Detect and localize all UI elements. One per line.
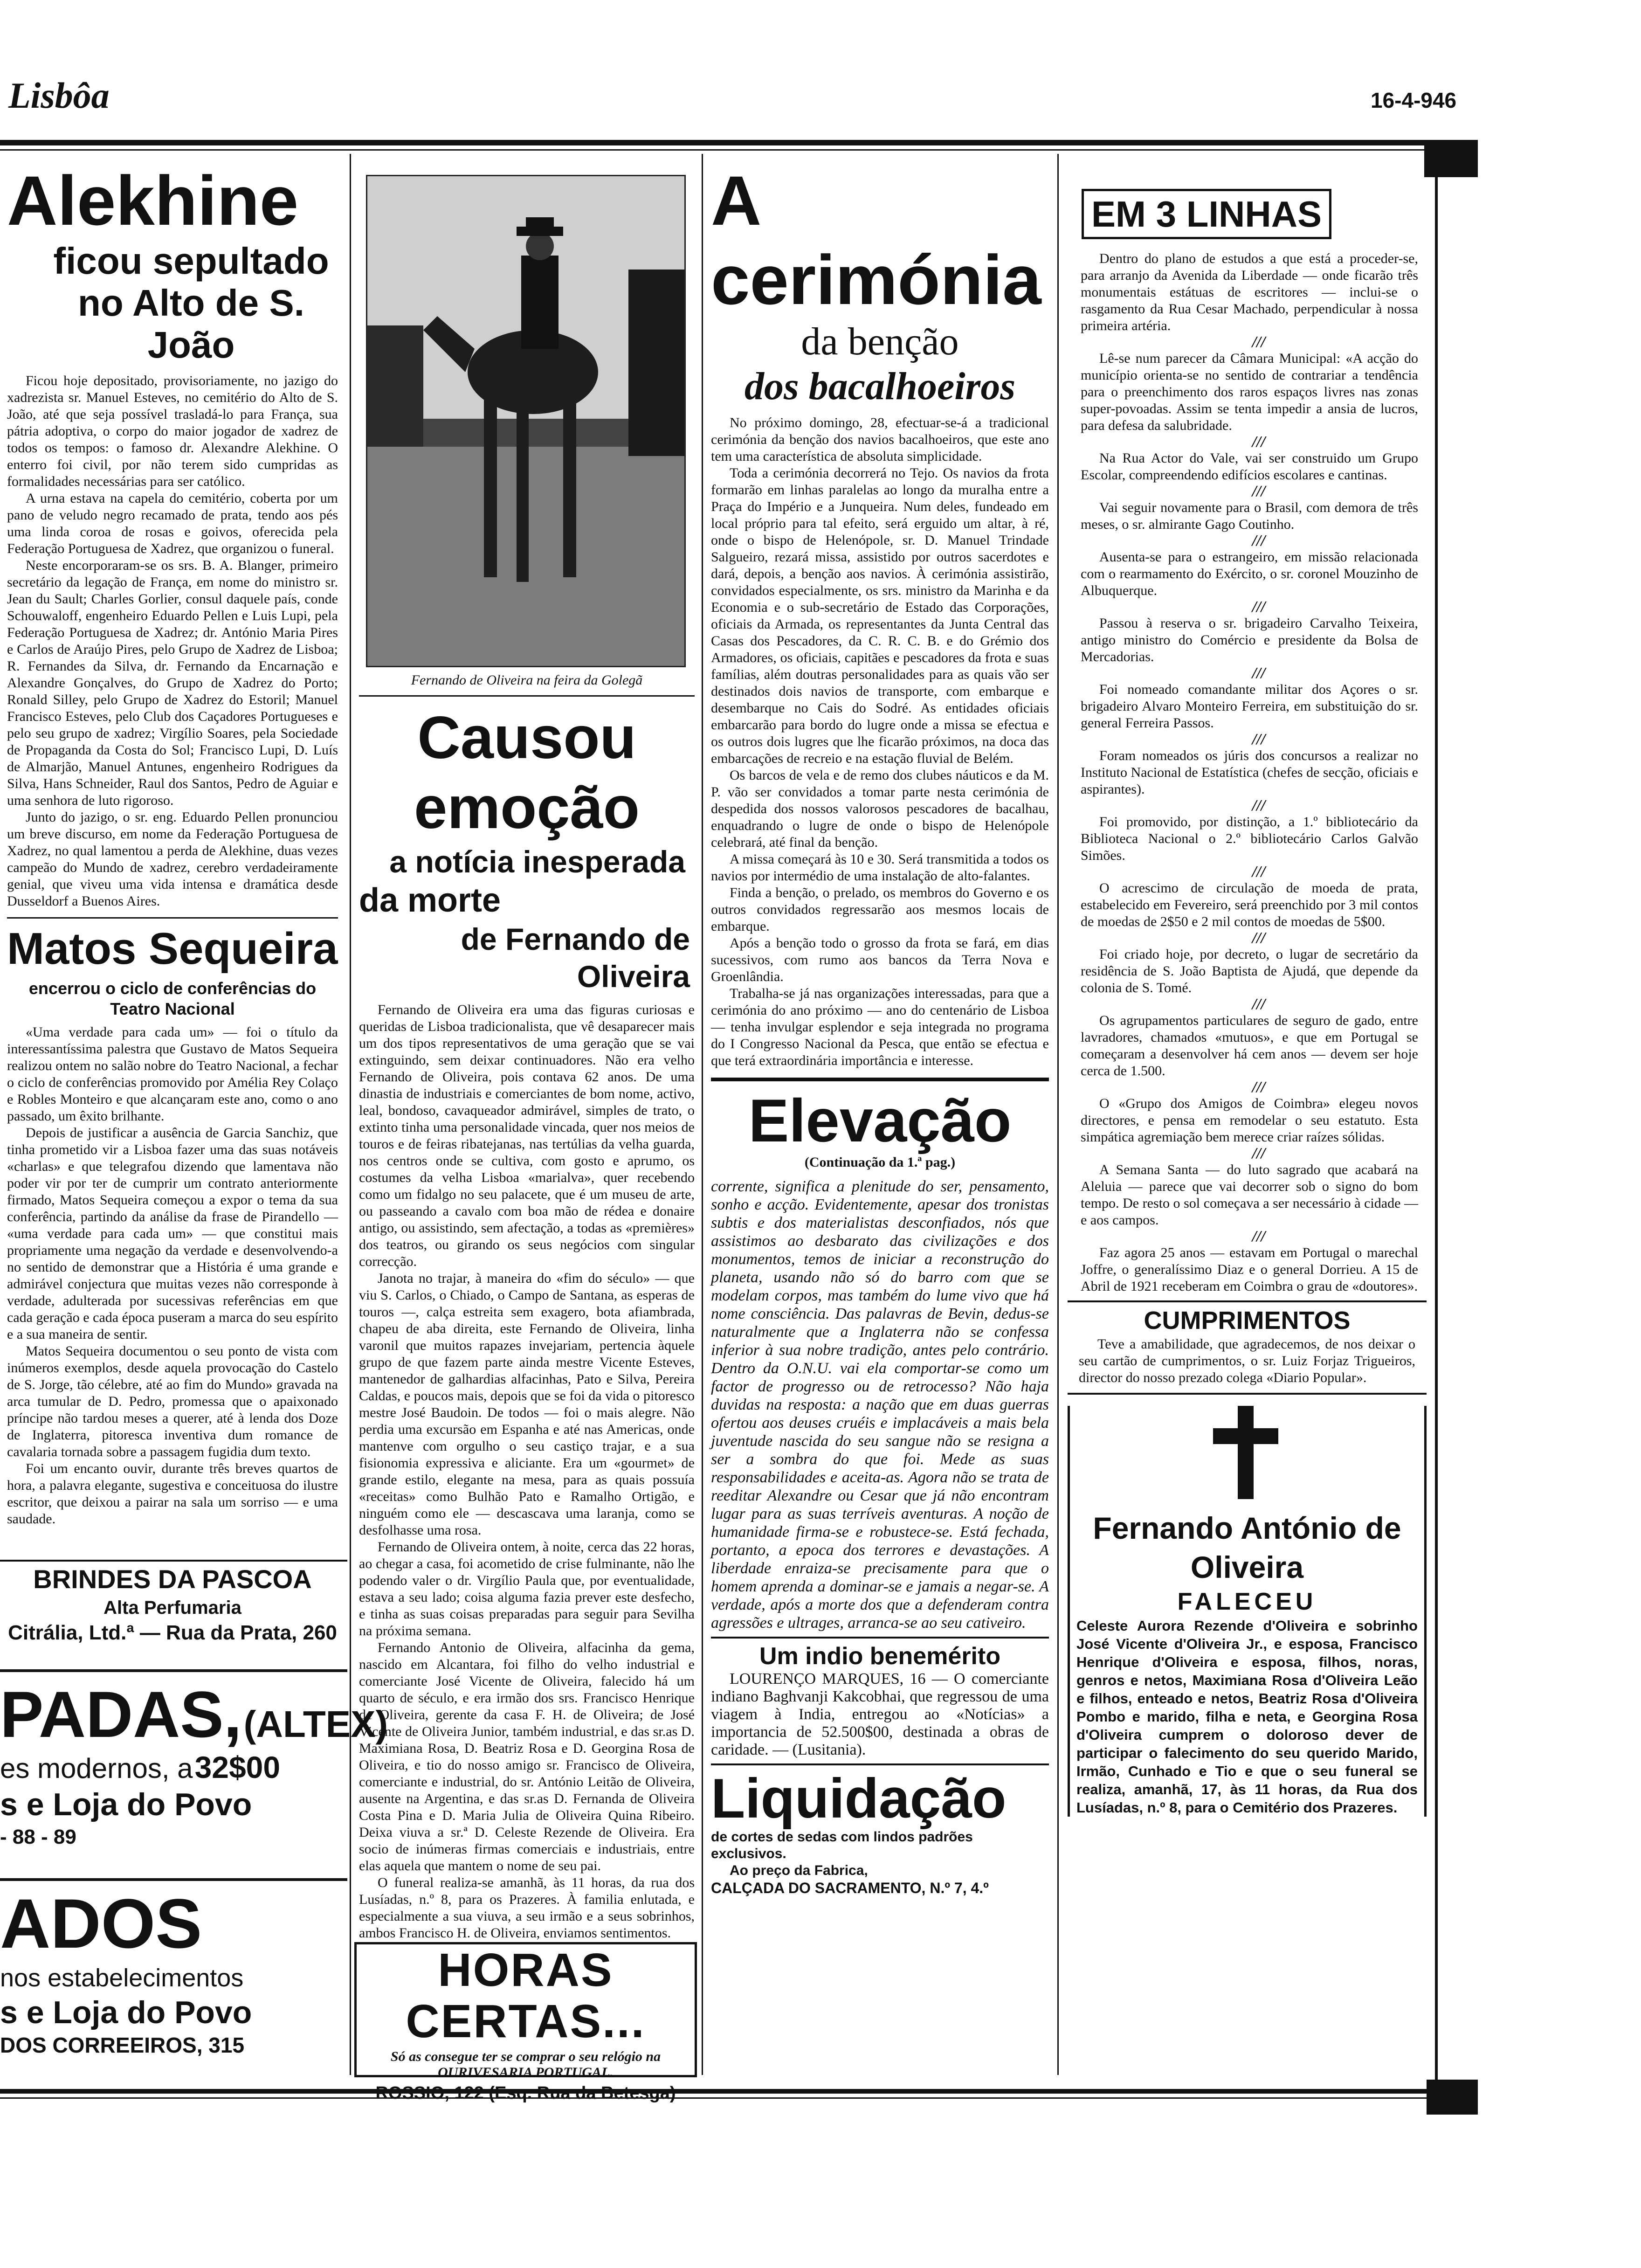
news-item: Passou à reserva o sr. brigadeiro Carvalho Teixeira, antigo ministro do Comércio e presidente da Bolsa de Mercadorias. — [1081, 615, 1418, 664]
em3linhas-title: EM 3 LINHAS — [1091, 194, 1322, 235]
obituary-faleceu: FALECEU — [1177, 1588, 1317, 1615]
news-item: Dentro do plano de estudos a que está a proceder-se, para arranjo da Avenida da Liberdade — onde ficarão três monumentais estátuas de escritores — inclui-se o rasgamento da Rua Cesar Machado, perpendicular à nossa primeira artéria. — [1081, 251, 1418, 333]
ad-horas-text: Só as consegue ter se comprar o seu relógio na OURIVESARIA PORTUGAL. — [390, 2049, 661, 2080]
emocao-sub2: da morte — [359, 882, 501, 919]
ad-brindes — [0, 1563, 345, 1675]
news-item: Foram nomeados os júris dos concursos a realizar no Instituto Nacional de Estatística (chefes de secção, oficiais e aspirantes). — [1081, 748, 1418, 797]
paragraph: Fernando de Oliveira era uma das figuras curiosas e queridas de Lisboa tradicionalista, que vê desaparecer mais um dos tipos representativos de uma geração que se vai extinguindo, sem deixar continuadores. Não era velho Fernando de Oliveira, pois contava 62 anos. De uma dinastia de industriais e comerciantes de bom nome, activo, leal, bondoso, cavaqueador admirável, simples de trato, o extinto tinha uma personalidade vincada, quer nos meios de touros e de feiras ribatejanas, nas tertúlias da velha guarda, nos centros onde se cultiva, com gosto e aprumo, os costumes da velha Lisboa «marialva», quer recebendo como um fidalgo no seu palacete, que é um museu de arte, ou passeando a cavalo com boa mão de rédea e donaire antigo, ou assistindo, sem afectação, a todas as «premières» dos teatros, ou girando os seus negócios com singular correcção. — [359, 1002, 695, 1269]
corner-block-top — [1424, 140, 1478, 177]
header-rule — [0, 140, 1424, 145]
news-item: Os agrupamentos particulares de seguro de gado, entre lavradores, chamados «mutuos», e que em Portugal se começaram a desenvolver há cem anos — devem ser hoje cerca de 1.500. — [1081, 1013, 1418, 1079]
indio-body — [711, 1670, 1049, 1759]
item-separator: /// — [1252, 1079, 1266, 1096]
column-3 — [711, 161, 1049, 2077]
divider — [359, 695, 695, 697]
alekhine-subtitle-1: ficou sepultado — [53, 240, 329, 282]
divider — [711, 1078, 1049, 1081]
paragraph: Finda a benção, o prelado, os membros do Governo e os outros convidados regressarão aos mesmos locais de embarque. — [711, 885, 1049, 934]
ad-ados — [0, 1884, 347, 2075]
ad-padas-line2: es modernos, a — [0, 1753, 193, 1784]
paragraph: Trabalha-se já nas organizações interessadas, para que a cerimónia do ano próximo — ano do centenário de Lisboa — tenha invulgar esplendor e seja integrada no programa do I Congresso Nacional da Pesca, que então se efectua e que terá extraordinária importância e interesse. — [711, 986, 1049, 1068]
divider — [1068, 1393, 1427, 1395]
alekhine-title: Alekhine — [7, 161, 299, 240]
ad-ados-line4: DOS CORREEIROS, 315 — [0, 2033, 245, 2057]
ad-ados-line2: nos estabelecimentos — [0, 1964, 244, 1992]
liquidacao-line3: Ao preço da Fabrica, — [730, 1863, 868, 1878]
right-border — [1435, 154, 1438, 2080]
liquidacao-line4: CALÇADA DO SACRAMENTO, N.º 7, 4.º — [711, 1880, 989, 1896]
paragraph: Depois de justificar a ausência de Garcia Sanchiz, que tinha prometido vir a Lisboa fazer uma das suas notáveis «charlas» e que telegrafou dizendo que lamentava não poder vir por ter de cumprir um contrato anteriormente firmado, Matos Sequeira começou a expor o tema da sua conferência, partindo da análise da frase de Pirandello — «uma verdade para cada um» — que constitui mais propriamente uma negação da verdade e desenvolvendo-a no sentido de demonstrar que a História é uma grande e admirável conjectura que muitas vezes não corresponde à verdade, adulterada por sucessivas referências em que cada geração e cada época puseram a marca do seu espírito e a sua maneira de sentir. — [7, 1125, 338, 1342]
column-rule-3 — [1057, 154, 1059, 2075]
cerimonia-headline: A cerimónia — [711, 161, 1041, 319]
em3linhas-items — [1081, 250, 1418, 1295]
ad-padas-headline — [0, 1678, 388, 1751]
indio-title: Um indio benemérito — [759, 1643, 1001, 1670]
news-item: Vai seguir novamente para o Brasil, com demora de três meses, o sr. almirante Gago Coutinho. — [1081, 500, 1418, 532]
paragraph: «Uma verdade para cada um» — foi o título da interessantíssima palestra que Gustavo de Matos Sequeira realizou ontem no salão nobre do Teatro Nacional, a fechar o ciclo de conferências promovido por Amélia Rey Colaço e Robles Monteiro e que alcançaram este ano, como o ano passado, um êxito brilhante. — [7, 1024, 338, 1124]
news-item: Foi promovido, por distinção, a 1.º bibliotecário da Biblioteca Nacional o 2.º bibliotecário Carlos Galvão Simões. — [1081, 814, 1418, 863]
column-rule-2 — [702, 154, 703, 2075]
ad-horas-title: HORAS CERTAS... — [406, 1944, 646, 2047]
paragraph: Junto do jazigo, o sr. eng. Eduardo Pellen pronunciou um breve discurso, em nome da Federação Portuguesa de Xadrez, no qual lamentou a perda de Alekhine, duas vezes campeão do Mundo de xadrez, cerebro verdadeiramente genial, que viveu uma vida intensa e dramática desde Dusseldorf a Buenos Aires. — [7, 809, 338, 909]
ad-padas-price: 32$00 — [194, 1750, 281, 1784]
news-item: Foi nomeado comandante militar dos Açores o sr. brigadeiro Alvaro Monteiro Ferreira, em substituição do sr. general Ferreira Passos. — [1081, 682, 1418, 731]
news-item: Faz agora 25 anos — estavam em Portugal o marechal Joffre, o generalíssimo Diaz e o general Dorrieu. A 15 de Abril de 1921 receberam em Coimbra o grau de «doutores». — [1081, 1245, 1418, 1294]
item-separator: /// — [1252, 333, 1266, 351]
em3linhas-box — [1082, 189, 1331, 239]
ad-rule — [0, 1878, 347, 1881]
divider — [711, 1763, 1049, 1765]
news-item: A Semana Santa — do luto sagrado que acabará na Aleluia — parece que vai decorrer sob o signo do bom tempo. De resto o sol começava a ser necessário à cidade — e aos campos. — [1081, 1162, 1418, 1228]
item-separator: /// — [1252, 532, 1266, 549]
paragraph: Fernando Antonio de Oliveira, alfacinha da gema, nascido em Alcantara, foi filho do velho industrial e comerciante José Vicente de Oliveira, falecido há um quarto de século, e era irmão dos srs. Francisco Henrique de Oliveira, gerente da casa F. H. de Oliveira; de José Vicente de Oliveira Junior, também industrial, e das sr.as D. Maximiana Rosa, D. Beatriz Rosa e D. Georgina Rosa de Oliveira, e tio do nosso amigo sr. Francisco de Oliveira, comerciante e industrial, do sr. António Leitão de Oliveira, ausente na Argentina, e das sr.as D. Fernanda de Oliveira Costa Pina e D. Maria Julia de Oliveira Quina Ribeiro. Deixa viuva a sr.ª D. Celeste Rezende de Oliveira. Era socio de inúmeras firmas comerciais e industriais, entre elas aquela que mantem o nome de seu pai. — [359, 1640, 695, 1874]
news-item: Foi criado hoje, por decreto, o lugar de secretário da residência de S. João Baptista de Ajudá, que depende da colonia de S. Tomé. — [1081, 947, 1418, 996]
liquidacao-title: Liquidação — [711, 1767, 1007, 1830]
ad-rule — [0, 1669, 347, 1672]
liquidacao-line2: de cortes de sedas com lindos padrões exclusivos. — [711, 1829, 973, 1861]
footer-rule-thin — [0, 2097, 1427, 2099]
paragraph: Fernando de Oliveira ontem, à noite, cerca das 22 horas, ao chegar a casa, foi acometido de crise fulminante, não lhe podendo valer o dr. Virgílio Paula que, por eventualidade, estava a seu lado; coisa alguma fazia prever este desfecho, e tinha as suas coisas preparadas para seguir para Sevilha na próxima semana. — [359, 1539, 695, 1639]
header-date: 16-4-946 — [1371, 88, 1457, 112]
ad-brindes-title: BRINDES DA PASCOA — [33, 1564, 312, 1594]
corner-block-bottom — [1427, 2080, 1478, 2115]
ad-brindes-line2: Alta Perfumaria — [103, 1597, 241, 1618]
alekhine-subtitle-2: no Alto de S. João — [78, 282, 304, 366]
item-separator: /// — [1252, 433, 1266, 450]
photo-caption: Fernando de Oliveira na feira da Golegã — [411, 672, 643, 688]
paragraph: Os barcos de vela e de remo dos clubes náuticos e da M. P. vão ser convidados a tomar parte nesta cerimónia de despedida dos nossos valorosos pescadores de bacalhau, enquadrando o lugre de onde o bispo de Helenópole celebrará, até final da benção. — [711, 768, 1049, 850]
column-rule-1 — [350, 154, 351, 2075]
alekhine-body — [7, 373, 338, 910]
elevacao-body — [711, 1177, 1049, 1632]
item-separator: /// — [1252, 664, 1266, 682]
obituary — [1068, 1406, 1427, 1817]
item-separator: /// — [1252, 1228, 1266, 1245]
matos-body — [7, 1024, 338, 1528]
cross-icon — [1076, 1406, 1418, 1499]
matos-subtitle: encerrou o ciclo de conferências do Teatro Nacional — [28, 979, 317, 1018]
paragraph: O funeral realiza-se amanhã, às 11 horas, da rua dos Lusíadas, n.º 8, para os Prazeres. À familia enlutada, e especialmente a sua viuva, a seu irmão e a seus sobrinhos, ambos Francisco H. de Oliveira, enviamos sentimentos. — [359, 1875, 695, 1941]
header-city: Lisbôa — [8, 75, 110, 116]
item-separator: /// — [1252, 1145, 1266, 1162]
item-separator: /// — [1252, 863, 1266, 880]
horse-rider-photo — [367, 176, 684, 666]
obituary-name: Fernando António de Oliveira — [1093, 1511, 1401, 1584]
emocao-headline: Causou emoção — [414, 705, 640, 841]
news-item: Lê-se num parecer da Câmara Municipal: «A acção do município orienta-se no sentido de contrariar a tendência para o preenchimento dos raros espaços livres nas zonas super-povoadas. Assim se tenta impedir a ansia de lucros, para defesa da salubridade. — [1081, 351, 1418, 433]
paragraph: Após a benção todo o grosso da frota se fará, em dias sucessivos, com rumo aos bancos da Terra Nova e Groenlândia. — [711, 935, 1049, 984]
ad-padas — [0, 1675, 388, 1875]
paragraph: Teve a amabilidade, que agradecemos, de nos deixar o seu cartão de cumprimentos, o sr. Luiz Forjaz Trigueiros, director do nosso prezado colega «Diario Popular». — [1079, 1336, 1415, 1385]
ad-rule — [0, 1560, 347, 1562]
footer-rule — [0, 2089, 1427, 2094]
paragraph: No próximo domingo, 28, efectuar-se-á a tradicional cerimónia da benção dos navios bacalhoeiros, que este ano tem uma característica de absoluta simplicidade. — [711, 415, 1049, 464]
cerimonia-body — [711, 415, 1049, 1069]
header-rule-thin — [0, 149, 1424, 151]
matos-title: Matos Sequeira — [7, 924, 338, 974]
paragraph: LOURENÇO MARQUES, 16 — O comerciante indiano Baghvanji Kakcobhai, que regressou de uma viagem à India, entregou ao «Notícias» a importancia de 52.500$00, destinada a obras de caridade. — (Lusitania). — [711, 1670, 1049, 1758]
divider — [7, 917, 338, 919]
divider — [1068, 1300, 1427, 1302]
cerimonia-sub2: dos bacalhoeiros — [744, 365, 1016, 408]
news-item: O acrescimo de circulação de moeda de prata, estabelecido em Fevereiro, será preenchido por 3 mil contos de moedas de 2$50 e 2 mil contos de moedas de 5$00. — [1081, 880, 1418, 929]
elevacao-title: Elevação — [748, 1086, 1012, 1155]
item-separator: /// — [1252, 797, 1266, 814]
cumprimentos-title: CUMPRIMENTOS — [1144, 1307, 1351, 1335]
ad-padas-line4: - 88 - 89 — [0, 1825, 76, 1848]
paragraph: Ficou hoje depositado, provisoriamente, no jazigo do xadrezista sr. Manuel Esteves, no cemitério do Alto de S. João, até que seja possível trasladá-lo para França, sua pátria adoptiva, o corpo do maior jogador de xadrez de todos os tempos: o famoso dr. Alexandre Alekhine. O enterro foi civil, por não terem sido cumpridas as formalidades necessárias para ser católico. — [7, 373, 338, 489]
item-separator: /// — [1252, 996, 1266, 1013]
item-separator: /// — [1252, 929, 1266, 947]
paragraph: corrente, significa a plenitude do ser, pensamento, sonho e acção. Evidentemente, apesar dos tronistas subtis e dos materialistas desconfiados, nós que assistimos ao desbarato das civilizações e dos monumentos, temos de iniciar a reconstrução do planeta, usando não só do barro com que se modelam corpos, mas também do lume vivo que há nome consciência. Das palavras de Bevin, dedus-se naturalmente que a Inglaterra não se confessa inferior à sua nobre tradição, antes pelo contrário. Dentro da O.N.U. vai ela comportar-se como um factor de progresso ou de retrocesso? Não haja duvidas na resposta: a nação que em duas guerras ofertou aos deuses cruéis e implacáveis a mais bela juventude nascida do seu sangue não se resigna a ser a sombra do que foi. Mede as suas responsabilidades e aceita-as. Agora não se trata de reeditar Alexandre ou Cesar que já não encontram lugar para as suas terríveis aventuras. A noção de humanidade firma-se e robustece-se. Está fechada, portanto, a epoca dos terrores e devastações. A liberdade enraiza-se precisamente para que o homem aprenda a dominar-se e jamais a negar-se. A verdade, após a morte dos que a defenderam contra agressões e ultrages, arranca-se ao seu cativeiro. — [711, 1178, 1049, 1632]
divider — [711, 1637, 1049, 1639]
column-4 — [1068, 161, 1427, 2077]
emocao-body — [359, 1002, 695, 1942]
column-2 — [359, 175, 695, 2077]
ad-horas — [354, 1942, 697, 2080]
ad-ados-title: ADOS — [0, 1884, 202, 1963]
news-item: Ausenta-se para o estrangeiro, em missão relacionada com o rearmamento do Exército, o sr. coronel Mouzinho de Albuquerque. — [1081, 549, 1418, 598]
obituary-text: Celeste Aurora Rezende d'Oliveira e sobrinho José Vicente d'Oliveira Jr., e esposa, Francisco Henrique d'Oliveira e esposa, filhos, noras, genros e netos, Maximiana Rosa d'Oliveira Leão e filhos, enteado e netos, Beatriz Rosa d'Oliveira Pombo e marido, filha e neta, e Georgina Rosa d'Oliveira cumprem o doloroso dever de participar o falecimento do seu querido Marido, Irmão, Cunhado e Tio e que o seu funeral se realiza, amanhã, 17, às 11 horas, da Rua dos Lusíadas, n.º 8, para o Cemitério dos Prazeres. — [1076, 1618, 1418, 1816]
paragraph: Janota no trajar, à maneira do «fim do século» — que viu S. Carlos, o Chiado, o Campo de Santana, as esperas de touros —, calça estreita sem exagero, bota afiambrada, chapeu de aba direita, este Fernando de Oliveira, linha varonil que muitos rapazes invejariam, pertencia àquele grupo de que fazem parte ainda mestre Vicente Esteves, mantenedor de galhardias alfacinhas, Pato e Silva, Pereira Caldas, e poucos mais, depois que se foi da vida o pitoresco mestre José Baudoin. De todos — foi o mais alegre. Não perdia uma excursão em Espanha e até nas Americas, onde mantenve com orgulho o seu castiço trajar, e a sua fisionomia expressiva e aliciante. Era um «gourmet» de grande estilo, elegante na mesa, para as quais possuía «receitas» como Bulhão Pato e Ramalho Ortigão, e ninguém como ele — descascava uma laranja, como se desfolhasse uma rosa. — [359, 1271, 695, 1538]
page-header — [0, 70, 1641, 126]
item-separator: /// — [1252, 598, 1266, 615]
ad-ados-line3: s e Loja do Povo — [0, 1995, 252, 2030]
ad-padas-title: PADAS, — [0, 1678, 242, 1751]
item-separator: /// — [1252, 731, 1266, 748]
paragraph: Matos Sequeira documentou o seu ponto de vista com inúmeros exemplos, desde aquela provocação do Castelo de S. Jorge, tão célebre, até ao fim do Mundo» gravada na arca tumular de D. Pedro, promessa que o apaixonado príncipe não tardou meses a querer, até à lenda dos Doze de Inglaterra, pitoresca inventiva dum romance de cavalaria tornada sobre a passagem fugidia dum texto. — [7, 1343, 338, 1459]
paragraph: A urna estava na capela do cemitério, coberta por um pano de veludo negro recamado de prata, tendo aos pés uma linda coroa de rosas e goivos, oferecida pela Federação Portuguesa de Xadrez, que organizou o funeral. — [7, 491, 338, 556]
paragraph: Foi um encanto ouvir, durante três breves quartos de hora, a palavra elegante, sugestiva e conceituosa do ilustre escritor, que deixou a pairar na sala um sorriso — e uma saudade. — [7, 1461, 338, 1527]
ad-padas-brand: (ALTEX) — [243, 1703, 388, 1745]
photo — [366, 175, 686, 667]
emocao-sub1: a notícia inesperada — [389, 844, 685, 879]
paragraph: A missa começará às 10 e 30. Será transmitida a todos os navios por intermédio de uma instalação de alto-falantes. — [711, 851, 1049, 884]
cerimonia-sub1: da benção — [801, 320, 959, 363]
news-item: O «Grupo dos Amigos de Coimbra» elegeu novos directores, e pensa em remodelar o seu estatuto. Esta simpática agremiação bem merece criar raízes sólidas. — [1081, 1096, 1418, 1145]
ad-padas-price-line — [0, 1749, 347, 1785]
news-item: Na Rua Actor do Vale, vai ser construido um Grupo Escolar, compreendendo edifícios escolares e cantinas. — [1081, 450, 1418, 483]
paragraph: Neste encorporaram-se os srs. B. A. Blanger, primeiro secretário da legação de França, em nome do ministro sr. Jean du Sault; Charles Gorlier, consul daquele país, conde Schouwaloff, engenheiro Eduardo Pellen e Luis Lupi, pela Federação Portuguesa de Xadrez; dr. António Maria Pires e Carlos de Araújo Pires, pelo Grupo de Xadrez de Lisboa; R. Fernandes da Silva, dr. Fernando da Encarnação e Alexandre Gonçalves, do Grupo de Xadrez do Porto; Ronald Silley, pelo Grupo de Xadrez do Estoril; Manuel Francisco Esteves, pelo Club dos Caçadores Portugueses e pelo seu grupo de xadrez; Virgílio Soares, pela Sociedade de Propaganda da Costa do Sol; Francisco Lupi, D. Luís de Almarjão, Manuel Antunes, engenheiro Rodrigues da Silva, Hans Schneider, Raul dos Santos, Pedro de Aguiar e uma senhora de luto rigoroso. — [7, 558, 338, 808]
paragraph: Toda a cerimónia decorrerá no Tejo. Os navios da frota formarão em linhas paralelas ao longo da muralha entre a Praça do Império e a Junqueira. Num deles, fundeado em local próprio para tal efeito, será erguido um altar, à ré, onde o bispo de Helenópole, sr. D. Manuel Trindade Salgueiro, rezará missa, assistido por outros sacerdotes e dará, depois, a benção aos navios. À cerimónia assistirão, convidados especialmente, os srs. ministro da Marinha e da Economia e o sub-secretário de Estado das Corporações, oficiais da Armada, os representantes da Junta Central das Casas dos Pescadores, da C. R. C. B. e do Grémio dos Armadores, os oficiais, capitães e pescadores da frota e suas famílias, além doutras personalidades para as quais vão ser destinados dois navios de transporte, com embarque e desembarque no Cais do Sodré. As entidades oficiais embarcarão para bordo do lugre onde a missa se efectua e os outros dois lugres que lhe ficarão próximos, na doca das embarcações de recreio e na estação fluvial de Belém. — [711, 465, 1049, 766]
elevacao-cont: (Continuação da 1.ª pag.) — [804, 1155, 956, 1170]
emocao-sub3: de Fernando de Oliveira — [461, 922, 690, 994]
ad-brindes-line3: Citrália, Ltd.ª — Rua da Prata, 260 — [8, 1621, 337, 1644]
cumprimentos-body — [1079, 1336, 1415, 1386]
item-separator: /// — [1252, 483, 1266, 500]
ad-padas-line3: s e Loja do Povo — [0, 1787, 252, 1822]
